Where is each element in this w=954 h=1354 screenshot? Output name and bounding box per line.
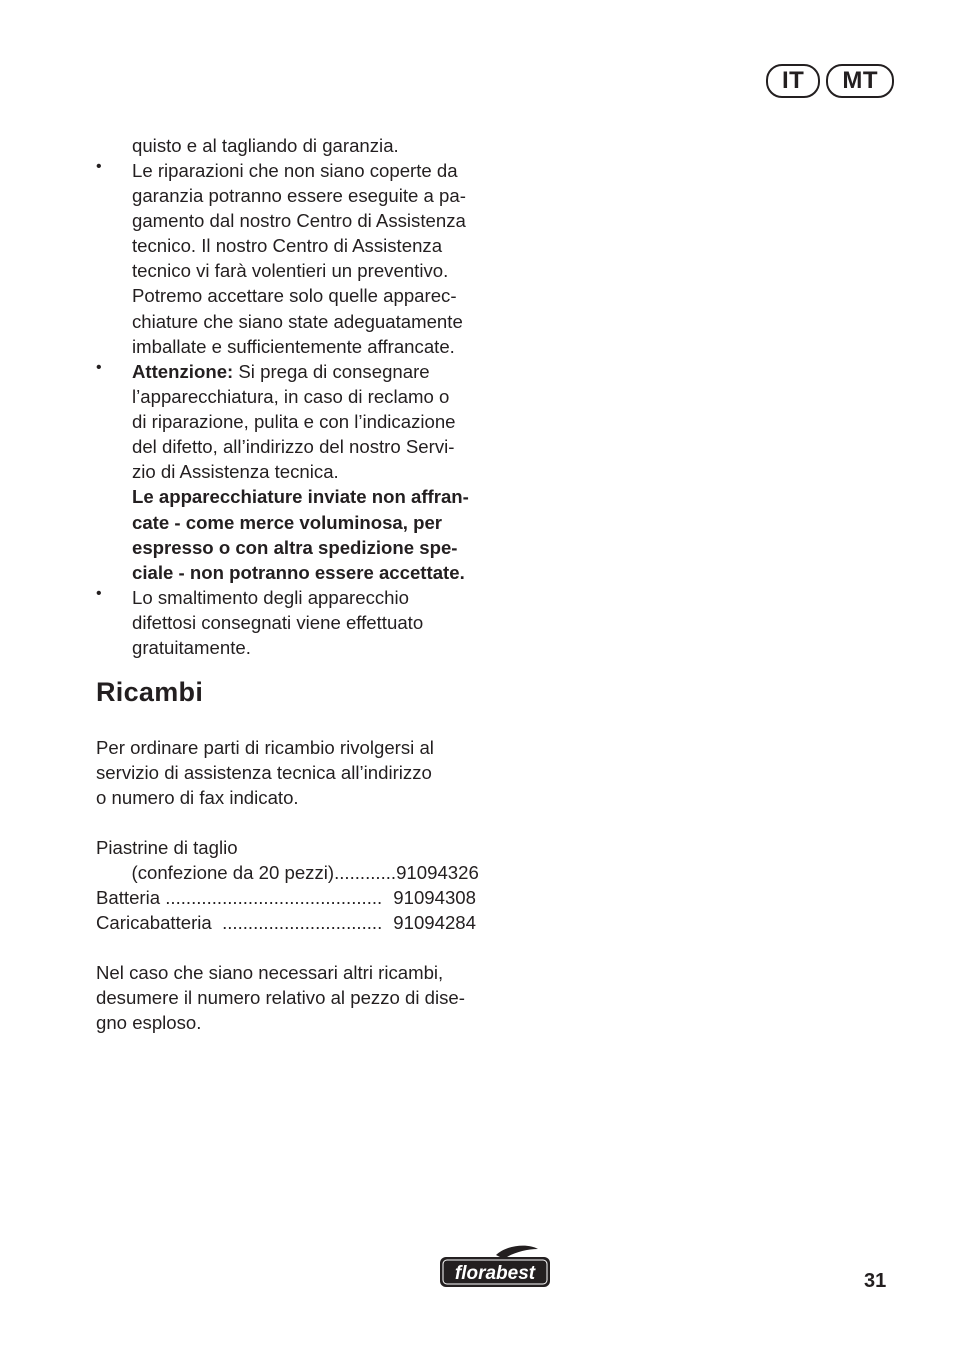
text-line: difettosi consegnati viene effettuato [132,612,424,634]
warning-line: espresso o con altra spedizione spe- [132,536,458,558]
bullet-text [132,158,492,359]
part-number: 91094284 [393,912,476,934]
bullet-text [132,359,492,585]
bullet-dot: • [96,158,102,175]
text-line: o numero di fax indicato. [96,787,299,809]
section-title: Ricambi [96,677,204,707]
text-line: di riparazione, pulita e con l’indicazione [132,411,456,433]
text-line: servizio di assistenza tecnica all’indirizzo [96,762,432,784]
logo-text: florabest [454,1263,536,1284]
part-number: 91094326 [396,862,479,884]
text-line: Le riparazioni che non siano coperte da [132,160,458,181]
text-line: desumere il numero relativo al pezzo di dise- [96,987,465,1009]
warning-line: cate - come merce voluminosa, per [132,511,443,533]
text-line: gno esploso. [96,1012,202,1034]
text-line [132,359,492,384]
page-number: 31 [864,1270,887,1292]
continuation-line: quisto e al tagliando di garanzia. [132,135,399,156]
parts-list [96,835,486,935]
language-badges [766,64,894,98]
part-row [96,885,476,910]
text-line: gratuitamente. [132,637,251,659]
text-line: del difetto, all’indirizzo del nostro Servi- [132,436,455,458]
part-row [96,910,476,935]
text-line: Lo smaltimento degli apparecchio [132,587,409,608]
text-line: zio di Assistenza tecnica. [132,461,339,483]
lang-badge-it: IT [766,64,820,98]
attention-rest: Si prega di consegnare [233,361,430,382]
text-line: Potremo accettare solo quelle apparec- [132,285,457,307]
part-row [96,860,479,885]
warning-line: ciale - non potranno essere accettate. [132,561,465,583]
text-line: tecnico. Il nostro Centro di Assistenza [132,235,443,257]
part-label: Batteria [96,887,166,909]
part-label: Caricabatteria [96,912,223,934]
bullet-dot: • [96,359,102,376]
florabest-logo [438,1245,552,1291]
attention-label: Attenzione: [132,361,234,382]
outro-paragraph [96,960,486,1035]
text-line: gamento dal nostro Centro di Assistenza [132,210,466,232]
part-number: 91094308 [393,887,476,909]
leader-dots: ............................... [222,912,383,934]
text-line: Nel caso che siano necessari altri ricambi, [96,962,444,983]
text-line: l’apparecchiatura, in caso di reclamo o [132,386,450,408]
intro-paragraph [96,735,486,810]
text-line: chiature che siano state adeguatamente [132,310,463,332]
bullet-dot: • [96,585,102,602]
warning-line: Le apparecchiature inviate non affran- [132,486,469,508]
part-label: (confezione da 20 pezzi) [116,862,335,884]
text-line: garanzia potranno essere eseguite a pa- [132,185,466,207]
lang-badge-mt: MT [826,64,894,98]
leader-dots: .......................................... [165,887,383,909]
leader-dots: ............ [334,862,397,884]
text-line: tecnico vi farà volentieri un preventivo. [132,260,449,282]
text-line: Per ordinare parti di ricambio rivolgersi al [96,737,434,758]
parts-group-label: Piastrine di taglio [96,837,238,858]
text-line: imballate e sufficientemente affrancate. [132,335,455,357]
bullet-text [132,585,492,660]
